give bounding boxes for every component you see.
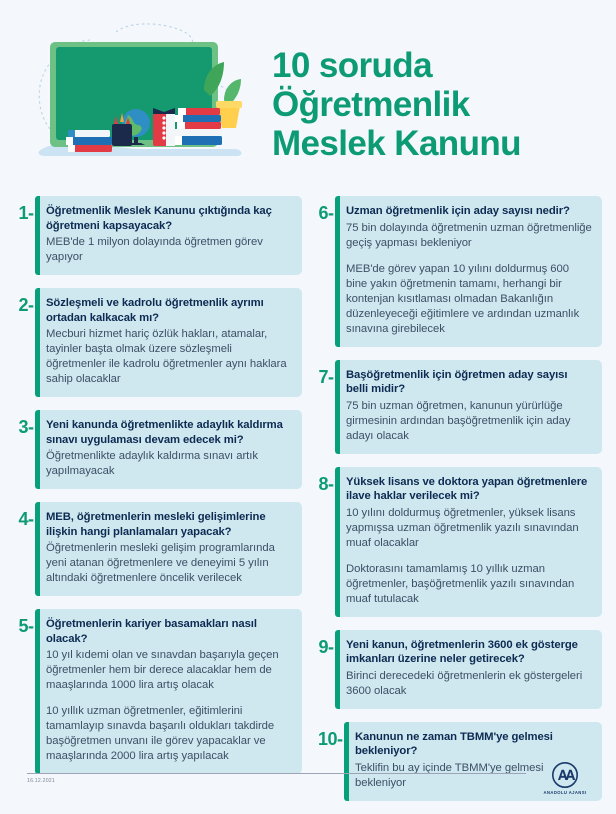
qa-number-7: 7 [318,366,328,387]
dash-icon: - [328,203,334,223]
qa-card-7 [335,360,602,454]
qa-item-1 [12,196,302,275]
qa-card-6 [335,196,602,347]
qa-item-7 [312,360,602,454]
left-column [12,196,302,814]
qa-card-1 [35,196,302,275]
question-text: Sözleşmeli ve kadrolu öğretmenlik ayrımı ortadan kalkacak mı? [46,297,264,324]
qa-item-8 [312,467,602,617]
answer-text: 10 yıl kıdemi olan ve sınavdan başarıyla geçen öğretmenler hem bir derece alacaklar hem de maaşlarında 1000 lira artış olacak [46,649,279,691]
qa-item-4 [12,502,302,596]
footer [0,759,616,807]
dash-icon: - [328,636,334,657]
anadolu-ajansi-logo [534,761,596,795]
question-text: Yeni kanun, öğretmenlerin 3600 ek gösterge imkanları üzerine neler getirecek? [346,638,578,665]
qa-columns [0,196,616,814]
answer-text: 75 bin uzman öğretmen, kanunun yürürlüğe girmesinin ardından başöğretmenlik için aday adayı olacak [346,399,571,442]
footer-divider [27,773,526,774]
qa-number-5: 5 [18,616,28,636]
qa-number-8: 8 [318,473,328,494]
title-line-2: Öğretmenlik [272,85,470,124]
qa-item-3 [12,410,302,489]
page-title [272,46,608,163]
qa-item-2 [12,288,302,397]
qa-card-9 [335,630,602,709]
question-text: Öğretmenlerin kariyer basamakları nasıl olacak? [46,618,257,645]
answer-text: MEB'de 1 milyon dolayında öğretmen görev yapıyor [46,236,263,263]
dash-icon: - [28,203,34,223]
accent-bar [35,410,40,489]
answer-text-secondary: Doktorasını tamamlamış 10 yıllık uzman öğretmenler, başöğretmenlik yazılı sınavından muaf tutulacak [346,562,575,605]
qa-card-4 [35,502,302,596]
qa-number-3: 3 [18,417,28,437]
answer-text: 75 bin dolayında öğretmenin uzman öğretmenliğe geçiş yapması bekleniyor [346,221,592,249]
right-column [312,196,602,814]
qa-number-2: 2 [18,295,28,315]
dash-icon: - [337,728,343,749]
title-line-1: 10 soruda [272,46,432,85]
accent-bar [335,467,340,617]
answer-text: Birinci derecedeki öğretmenlerin ek göstergeleri 3600 olacak [346,669,583,697]
question-text: MEB, öğretmenlerin mesleki gelişimlerine ilişkin hangi planlamaları yapacak? [46,511,266,538]
qa-number-9: 9 [318,636,328,657]
answer-text: Teklifin bu ay içinde TBMM'ye gelmesi bekleniyor [355,761,544,789]
dash-icon: - [28,616,34,636]
qa-card-8 [335,467,602,617]
answer-text-secondary: MEB'de görev yapan 10 yılını doldurmuş 600 bine yakın öğretmenin tamamı, herhangi bir kontenjan kısıtlaması olmadan Bakanlığın düzenleyeceği eğitimlere ve ardından uzmanlık sınavına girebilecek [346,262,580,335]
qa-item-5 [12,609,302,774]
title-line-3: Meslek Kanunu [272,124,521,163]
answer-text: 10 yılını doldurmuş öğretmenler, yüksek lisans yapmışsa uzman öğretmenlik yazılı sınavından muaf olacaklar [346,506,579,549]
dash-icon: - [28,509,34,529]
dash-icon: - [328,366,334,387]
dash-icon: - [328,473,334,494]
publication-date: 16.12.2021 [27,778,55,784]
qa-card-3 [35,410,302,489]
question-text: Uzman öğretmenlik için aday sayısı nedir? [346,205,570,217]
qa-number-6: 6 [318,203,328,223]
qa-number-1: 1 [18,203,28,223]
accent-bar [35,502,40,596]
answer-text: Öğretmenlikte adaylık kaldırma sınavı artık yapılmayacak [46,450,258,477]
accent-bar [35,609,40,774]
answer-text-secondary: 10 yıllık uzman öğretmenler, eğitimlerini tamamlayıp sınavda başarılı oldukları takdirde başöğretmen unvanı ile görev yapacaklar ve maaşlarında 2000 lira artış yapılacak [46,705,275,762]
chalkboard-books-globe-illustration [28,22,278,182]
header [0,0,616,190]
qa-card-2 [35,288,302,397]
qa-number-10: 10 [317,728,337,749]
qa-card-5 [35,609,302,774]
question-text: Öğretmenlik Meslek Kanunu çıktığında kaç öğretmeni kapsayacak? [46,205,272,232]
dash-icon: - [28,417,34,437]
answer-text: Öğretmenlerin mesleki gelişim programlarında yeni atanan öğretmenlere ve deneyimi 5 yılın altındaki öğretmenlere öncelik verilecek [46,542,275,584]
question-text: Başöğretmenlik için öğretmen aday sayısı belli midir? [346,368,568,395]
accent-bar [335,630,340,709]
qa-item-9 [312,630,602,709]
question-text: Kanunun ne zaman TBMM'ye gelmesi bekleniyor? [355,730,553,757]
question-text: Yüksek lisans ve doktora yapan öğretmenlere ilave haklar verilecek mi? [346,475,588,502]
question-text: Yeni kanunda öğretmenlikte adaylık kaldırma sınavı uygulaması devam edecek mi? [46,419,283,446]
accent-bar [335,196,340,347]
accent-bar [335,360,340,454]
accent-bar [35,196,40,275]
aa-logo-icon [551,761,579,789]
qa-number-4: 4 [18,509,28,529]
answer-text: Mecburi hizmet hariç özlük hakları, atamalar, tayinler başta olmak üzere sözleşmeli öğretmenler ile kadrolu öğretmenler aynı haklara sahip olacaklar [46,328,287,385]
dash-icon: - [28,295,34,315]
qa-item-6 [312,196,602,347]
accent-bar [35,288,40,397]
logo-caption: ANADOLU AJANSI [543,790,587,795]
